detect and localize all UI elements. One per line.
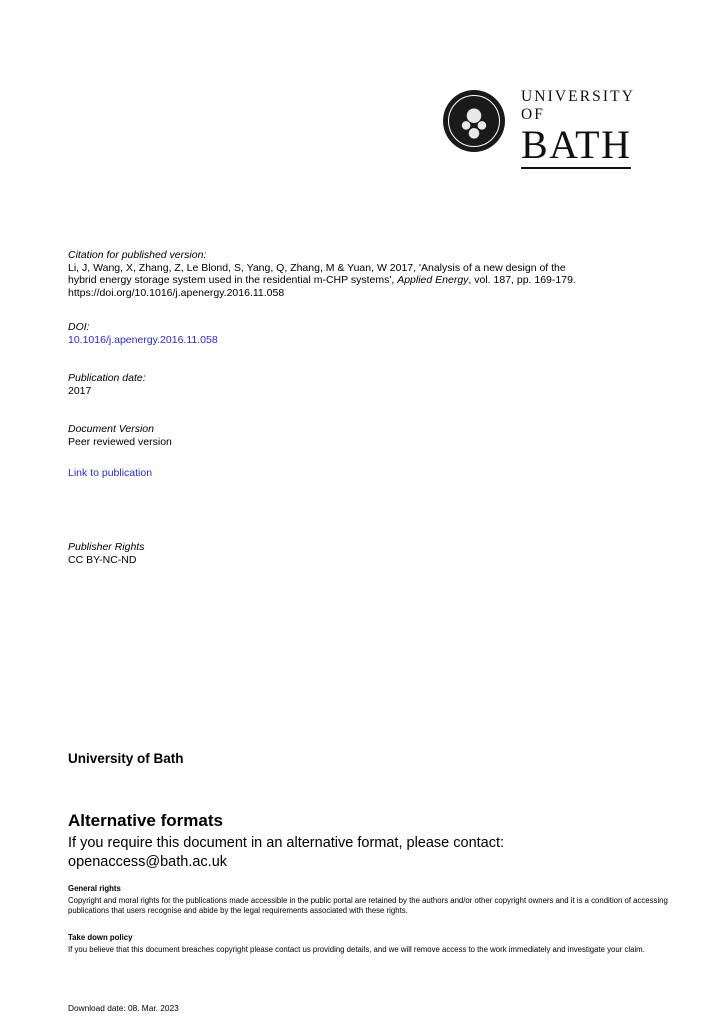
doi-link[interactable]: 10.1016/j.apenergy.2016.11.058 xyxy=(68,333,218,346)
link-to-publication-link[interactable]: Link to publication xyxy=(68,467,153,479)
citation-authors: Li, J, Wang, X, Zhang, Z, Le Blond, S, Yang, Q, Zhang, M & Yuan, W 2017, 'Analysis of a new design of the xyxy=(68,261,566,274)
doi-block xyxy=(68,321,668,346)
general-rights-line2: and it is a condition of accessing publications that users recognise and abide by the legal requirements associated with these rights. xyxy=(68,896,668,915)
citation-doi-url: https://doi.org/10.1016/j.apenergy.2016.11.058 xyxy=(68,286,285,299)
university-heading: University of Bath xyxy=(68,751,184,766)
publication-date-block xyxy=(68,372,668,397)
document-version-label: Document Version xyxy=(68,423,154,435)
takedown-policy-line2: and investigate your claim. xyxy=(552,945,645,954)
takedown-policy-title: Take down policy xyxy=(68,933,133,942)
citation-title: hybrid energy storage system used in the residential m-CHP systems', xyxy=(68,274,398,287)
takedown-policy-line1: If you believe that this document breaches copyright please contact us providing details, and we will remove access to the work immediately xyxy=(68,945,551,954)
citation-volume-pages: , vol. 187, pp. 169-179. xyxy=(468,274,576,287)
citation-label: Citation for published version: xyxy=(68,249,207,261)
publisher-rights-block xyxy=(68,541,668,566)
citation-journal: Applied Energy xyxy=(397,274,469,287)
publication-date-value: 2017 xyxy=(68,384,92,397)
general-rights-title: General rights xyxy=(68,884,121,893)
logo-wordmark xyxy=(521,88,643,169)
alternative-formats-title: Alternative formats xyxy=(68,811,223,830)
alternative-formats-line1: If you require this document in an alternative format, please contact: xyxy=(68,835,505,851)
university-crest-seal-icon xyxy=(443,90,505,152)
general-rights-line1: Copyright and moral rights for the publications made accessible in the public portal are retained by the authors and/or other copyright owners xyxy=(68,896,554,905)
publication-date-label: Publication date: xyxy=(68,372,146,384)
doi-label: DOI: xyxy=(68,321,90,333)
document-version-block xyxy=(68,423,668,448)
seal-crest-shape xyxy=(452,99,496,143)
publisher-rights-value: CC BY-NC-ND xyxy=(68,553,137,566)
alternative-formats-section xyxy=(68,810,668,872)
general-rights-section xyxy=(68,884,676,916)
publisher-rights-label: Publisher Rights xyxy=(68,541,145,553)
logo-university-text: UNIVERSITY OF xyxy=(521,88,635,123)
link-to-publication-block xyxy=(68,467,668,480)
document-version-value: Peer reviewed version xyxy=(68,435,172,448)
takedown-policy-section xyxy=(68,933,676,955)
alternative-formats-email[interactable]: openaccess@bath.ac.uk xyxy=(68,854,228,870)
citation-block xyxy=(68,249,668,299)
university-logo xyxy=(443,88,643,167)
download-date: Download date: 08. Mar. 2023 xyxy=(68,1003,179,1013)
logo-bath-text: BATH xyxy=(521,122,632,167)
